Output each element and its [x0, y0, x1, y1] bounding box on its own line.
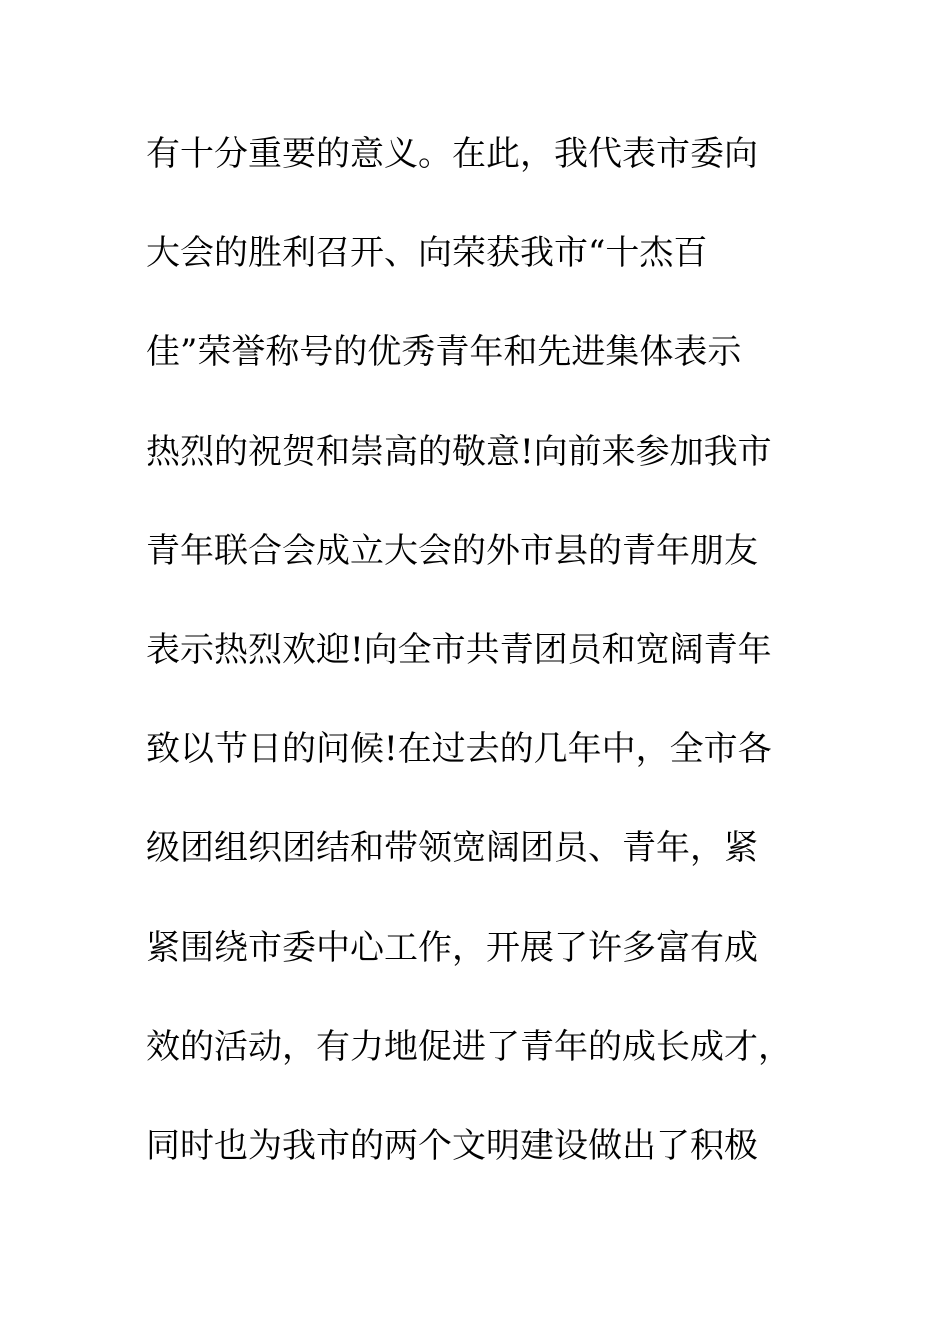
text-line: 表示热烈欢迎!向全市共青团员和宽阔青年	[146, 629, 772, 670]
text-line: 大会的胜利召开、向荣获我市“十杰百	[146, 233, 708, 274]
text-line: 有十分重要的意义。在此，我代表市委向	[146, 134, 758, 174]
text-line: 效的活动，有力地促进了青年的成长成才，	[146, 1026, 792, 1067]
text-line: 紧围绕市委中心工作，开展了许多富有成	[146, 927, 758, 968]
body-text	[146, 126, 846, 1217]
text-line: 同时也为我市的两个文明建设做出了积极	[146, 1125, 758, 1166]
text-line: 致以节日的问候!在过去的几年中，全市各	[146, 729, 772, 770]
text-line: 级团组织团结和带领宽阔团员、青年，紧	[146, 828, 758, 869]
text-line: 佳”荣誉称号的优秀青年和先进集体表示	[146, 332, 742, 373]
text-line: 热烈的祝贺和崇高的敬意!向前来参加我市	[146, 431, 772, 472]
text-line: 青年联合会成立大会的外市县的青年朋友	[146, 530, 758, 571]
